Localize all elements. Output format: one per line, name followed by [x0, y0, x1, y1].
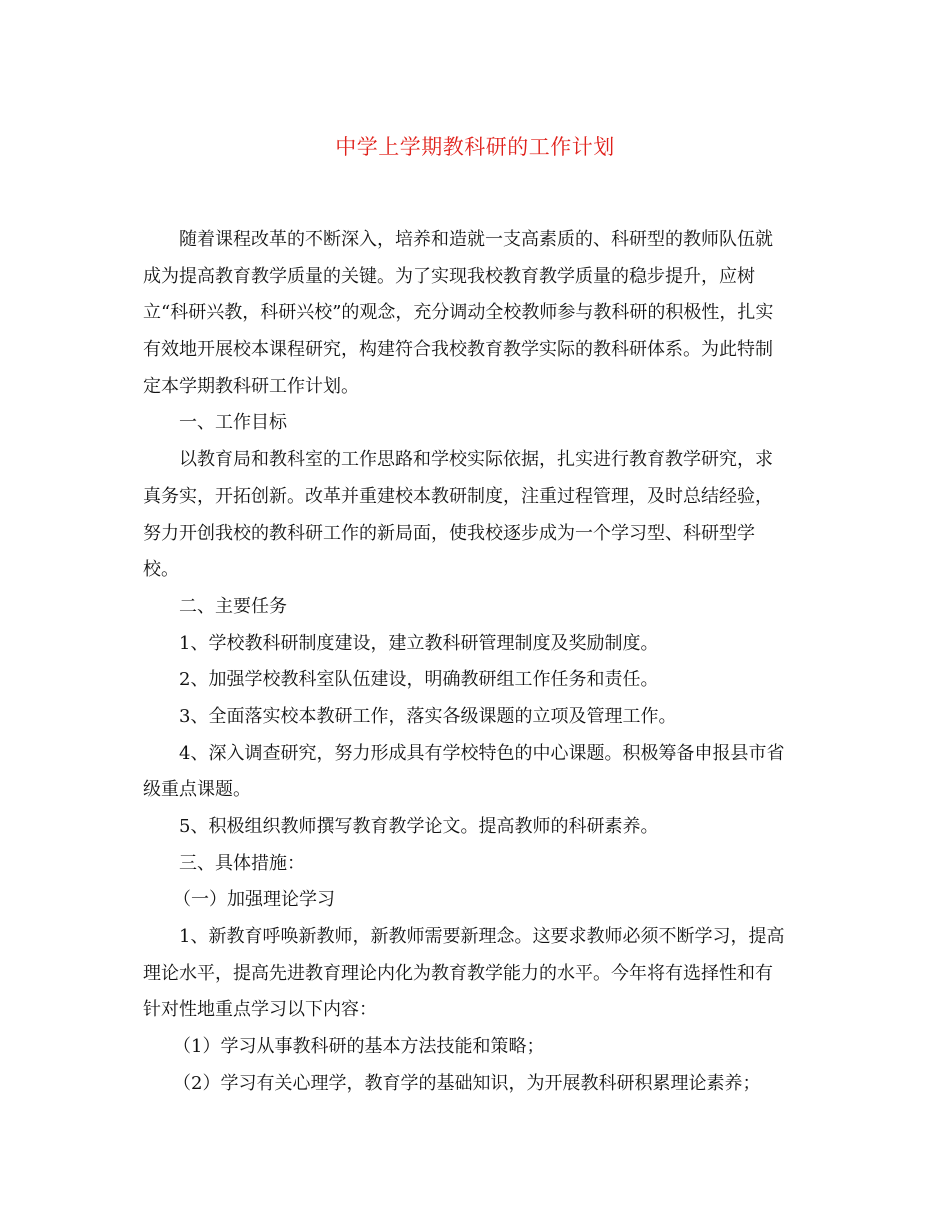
text-line: 有效地开展校本课程研究，构建符合我校教育教学实际的教科研体系。为此特制: [143, 339, 773, 361]
document-body: [143, 222, 808, 1103]
text-line: （一）加强理论学习: [173, 889, 335, 911]
text-line: 4、深入调查研究，努力形成具有学校特色的中心课题。积极筹备申报县市省: [179, 742, 785, 764]
text-line: 1、新教育呼唤新教师，新教师需要新理念。这要求教师必须不断学习，提高: [179, 926, 785, 948]
text-line: 以教育局和教科室的工作思路和学校实际依据，扎实进行教育教学研究，求: [179, 449, 773, 471]
text-line: 级重点课题。: [143, 779, 251, 801]
text-line: 理论水平，提高先进教育理论内化为教育教学能力的水平。今年将有选择性和有: [143, 962, 773, 984]
text-line: 立“科研兴教，科研兴校”的观念，充分调动全校教师参与教科研的积极性，扎实: [143, 302, 774, 324]
text-line: 针对性地重点学习以下内容：: [143, 999, 377, 1021]
text-line: 3、全面落实校本教研工作，落实各级课题的立项及管理工作。: [179, 705, 677, 727]
text-line: 1、学校教科研制度建设，建立教科研管理制度及奖励制度。: [179, 632, 659, 654]
text-line: 真务实，开拓创新。改革并重建校本教研制度，注重过程管理，及时总结经验，: [143, 485, 773, 507]
page-title: 中学上学期教科研的工作计划: [335, 135, 615, 159]
text-line: 校。: [143, 559, 179, 581]
text-line: （2）学习有关心理学，教育学的基础知识，为开展教科研积累理论素养；: [173, 1072, 761, 1094]
text-line: 定本学期教科研工作计划。: [143, 375, 359, 397]
text-line: 随着课程改革的不断深入，培养和造就一支高素质的、科研型的教师队伍就: [179, 229, 773, 250]
text-line: 一、工作目标: [179, 412, 287, 434]
text-line: 成为提高教育教学质量的关键。为了实现我校教育教学质量的稳步提升，应树: [143, 265, 755, 287]
text-line: 三、具体措施：: [179, 852, 305, 874]
text-line: 2、加强学校教科室队伍建设，明确教研组工作任务和责任。: [179, 669, 659, 691]
text-line: （1）学习从事教科研的基本方法技能和策略；: [173, 1036, 545, 1058]
text-line: 努力开创我校的教科研工作的新局面，使我校逐步成为一个学习型、科研型学: [143, 522, 755, 544]
text-line: 二、主要任务: [179, 595, 287, 617]
text-line: 5、积极组织教师撰写教育教学论文。提高教师的科研素养。: [179, 816, 659, 837]
